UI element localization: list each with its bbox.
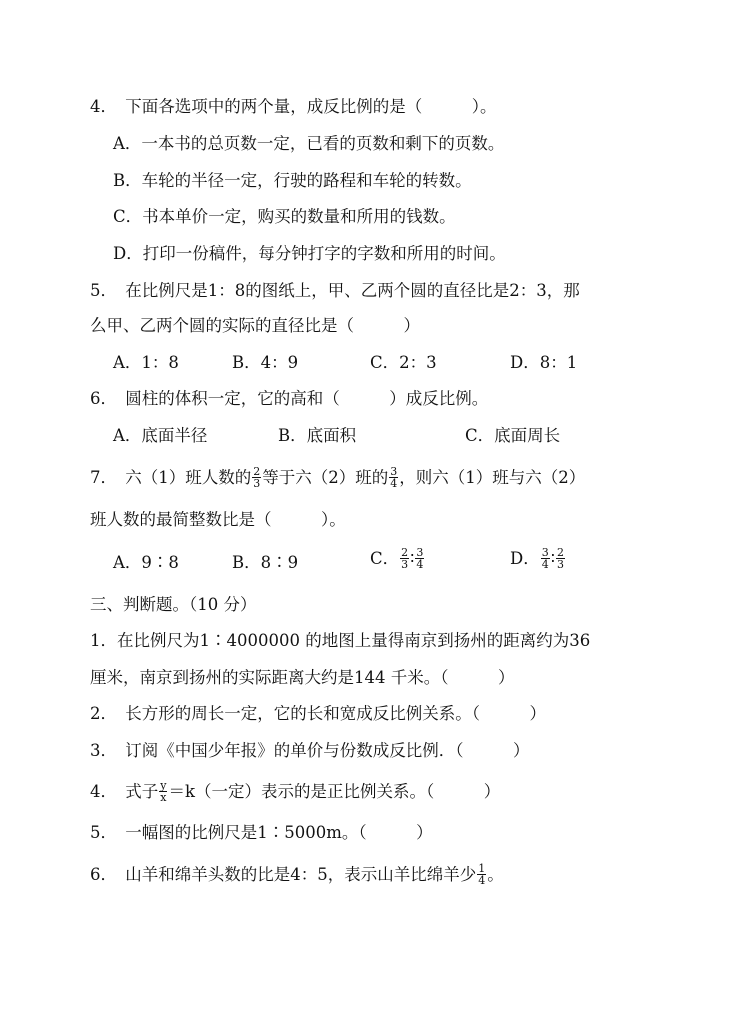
q7-text-3: ，则六（1）班与六（2）	[399, 468, 586, 487]
q7-fraction-1	[252, 466, 261, 489]
q7-option-d-sep: ∶	[550, 549, 556, 568]
q7-text-2: 等于六（2）班的	[262, 468, 389, 487]
q7-option-c	[370, 548, 425, 571]
q7-option-c-fraction-1	[400, 547, 409, 570]
judge-6-fraction-denominator: 4	[478, 874, 486, 887]
q7-option-d	[510, 548, 566, 571]
q4-option-c: C．书本单价一定，购买的数量和所用的钱数。	[113, 207, 456, 226]
q7-fraction-2	[389, 466, 398, 489]
q5-option-a: A．1：8	[113, 353, 179, 372]
q4-option-d: D．打印一份稿件，每分钟打字的字数和所用的时间。	[113, 244, 506, 263]
q5-option-d: D．8：1	[510, 353, 578, 372]
q6-option-c: C．底面周长	[465, 426, 561, 445]
q7-option-d-f1-den: 4	[541, 558, 549, 571]
q7-option-b: B．8∶9	[232, 553, 299, 572]
judge-2: 2． 长方形的周长一定，它的长和宽成反比例关系。（ ）	[90, 704, 546, 723]
q4-option-b: B．车轮的半径一定，行驶的路程和车轮的转数。	[113, 171, 472, 190]
q7-option-d-f2-num: 2	[557, 546, 565, 559]
q7-fraction-1-numerator: 2	[253, 465, 261, 478]
q7-text-1: 7． 六（1）班人数的	[90, 468, 252, 487]
judge-6	[90, 864, 504, 887]
judge-3: 3． 订阅《中国少年报》的单价与份数成反比例．（ ）	[90, 741, 530, 760]
q7-option-a: A．9∶8	[113, 553, 179, 572]
q7-option-c-label: C．	[370, 549, 400, 568]
q7-option-c-sep: ∶	[410, 549, 415, 568]
q7-option-d-f2-den: 3	[557, 558, 565, 571]
q7-option-d-f1-num: 3	[541, 546, 549, 559]
q7-fraction-1-denominator: 3	[253, 477, 261, 490]
q7-fraction-2-denominator: 4	[390, 477, 398, 490]
q5-stem-line2: 么甲、乙两个圆的实际的直径比是（ ）	[90, 316, 420, 335]
judge-6-text-2: 。	[487, 865, 504, 884]
q5-stem-line1: 5． 在比例尺是1：8的图纸上，甲、乙两个圆的直径比是2：3，那	[90, 281, 580, 300]
judge-4	[90, 781, 500, 804]
q7-option-c-f2-den: 4	[416, 558, 424, 571]
q5-option-b: B．4：9	[232, 353, 299, 372]
q4-stem: 4． 下面各选项中的两个量，成反比例的是（ ）。	[90, 97, 497, 116]
judge-4-text-1: 4． 式子	[90, 782, 159, 801]
judge-1-line1: 1．在比例尺为1∶4000000 的地图上量得南京到扬州的距离约为36	[90, 631, 591, 650]
q4-option-a: A．一本书的总页数一定，已看的页数和剩下的页数。	[113, 134, 505, 153]
judge-4-fraction-numerator: y	[160, 779, 167, 792]
judge-4-text-2: ＝k（一定）表示的是正比例关系。（ ）	[168, 782, 501, 801]
q7-option-d-fraction-1	[541, 547, 550, 570]
judge-5: 5． 一幅图的比例尺是1∶5000m。（ ）	[90, 823, 433, 842]
q5-option-c: C．2：3	[370, 353, 437, 372]
q6-option-a: A．底面半径	[113, 426, 208, 445]
q7-stem-line1	[90, 467, 585, 490]
judge-6-fraction-numerator: 1	[478, 862, 486, 875]
judge-6-text-1: 6． 山羊和绵羊头数的比是4：5，表示山羊比绵羊少	[90, 865, 477, 884]
judge-1-line2: 厘米，南京到扬州的实际距离大约是144 千米。（ ）	[90, 668, 515, 687]
q6-option-b: B．底面积	[278, 426, 357, 445]
q6-stem: 6． 圆柱的体积一定，它的高和（ ）成反比例。	[90, 389, 489, 408]
q7-option-c-f1-den: 3	[401, 558, 409, 571]
q7-option-d-fraction-2	[556, 547, 565, 570]
q7-option-d-label: D．	[510, 549, 540, 568]
q7-fraction-2-numerator: 3	[390, 465, 398, 478]
judge-4-fraction-denominator: x	[160, 791, 167, 804]
q7-stem-line2: 班人数的最简整数比是（ ）。	[90, 510, 346, 529]
q7-option-c-f2-num: 3	[416, 546, 424, 559]
q7-option-c-fraction-2	[415, 547, 424, 570]
judge-6-fraction	[477, 863, 486, 886]
section3-title: 三、判断题。（10 分）	[90, 595, 257, 614]
judge-4-fraction	[159, 780, 167, 803]
q7-option-c-f1-num: 2	[401, 546, 409, 559]
